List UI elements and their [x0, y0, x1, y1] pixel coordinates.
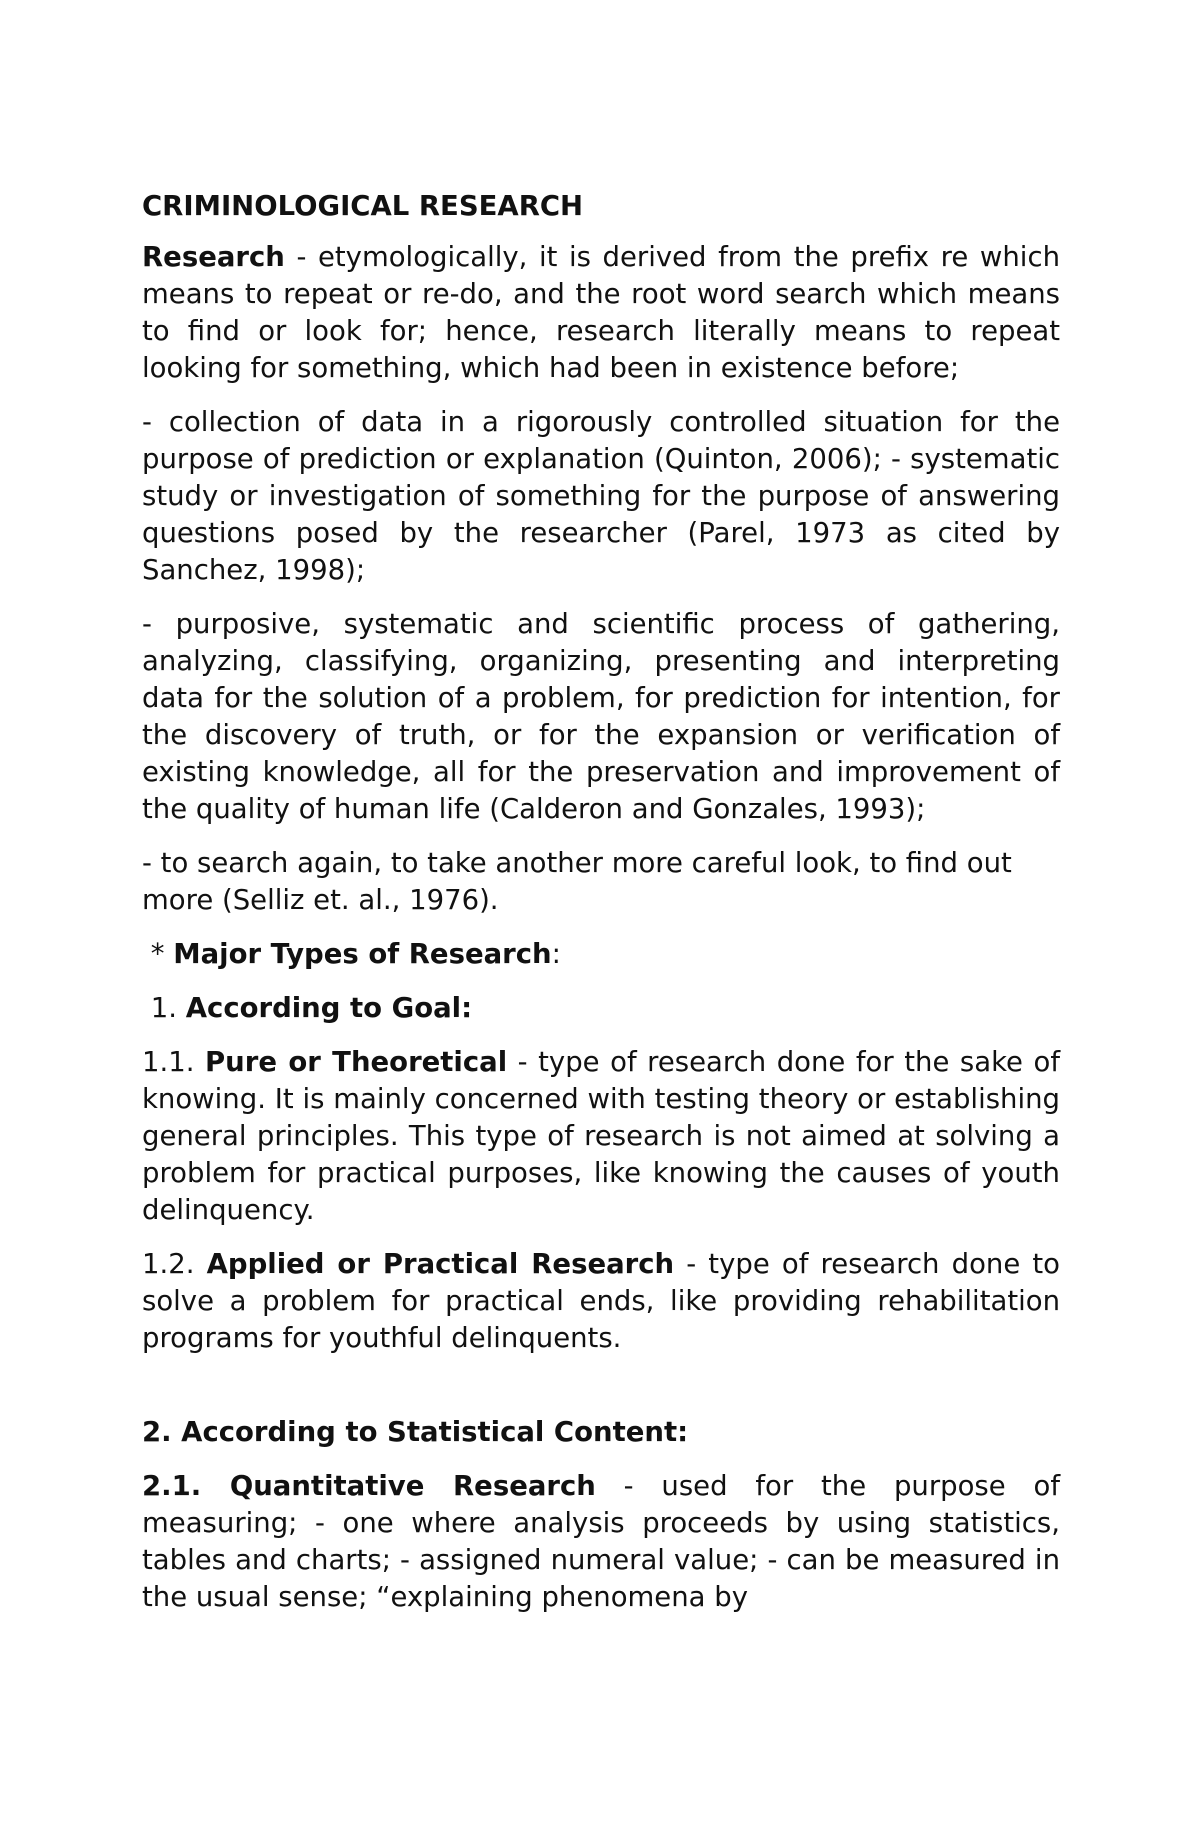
applied-term: Applied or Practical Research: [206, 1248, 675, 1280]
pure-number: 1.1.: [142, 1046, 206, 1078]
section-spacer: [142, 1374, 1060, 1414]
definition-paragraph-3: - to search again, to take another more careful look, to find out more (Selliz et. al., 1976).: [142, 847, 1012, 916]
research-definition-text: - etymologically, it is derived from the prefix re which means to repeat or re-do, and the root word search which means to find or look for; hence, research literally means to repeat looking for something, which had been in existence before;: [142, 241, 1060, 384]
major-types-suffix: :: [551, 938, 561, 970]
pure-term: Pure or Theoretical: [205, 1046, 508, 1078]
major-types-prefix: *: [142, 938, 174, 970]
definition-paragraph-1: - collection of data in a rigorously controlled situation for the purpose of prediction or explanation (Quinton, 2006); - systematic study or investigation of something for the purpose of answering questions posed by the researcher (Parel, 1973 as cited by Sanchez, 1998);: [142, 406, 1060, 586]
quantitative-research-paragraph: [142, 1468, 1060, 1616]
pure-research-paragraph: [142, 1044, 1060, 1229]
applied-research-paragraph: [142, 1246, 1060, 1357]
quantitative-term: Quantitative Research: [229, 1470, 596, 1502]
statistical-heading: 2. According to Statistical Content:: [142, 1416, 689, 1448]
applied-text: - type of research done to solve a problem for practical ends, like providing rehabilitation programs for youthful delinquents.: [142, 1248, 1060, 1354]
definition-paragraph-2: - purposive, systematic and scientific process of gathering, analyzing, classifying, organizing, presenting and interpreting data for the solution of a problem, for prediction for intention, for the discovery of truth, or for the expansion or verification of existing knowledge, all for the preservation and improvement of the quality of human life (Calderon and Gonzales, 1993);: [142, 608, 1060, 825]
document-page: [142, 188, 1060, 1633]
goal-number: 1.: [142, 992, 186, 1024]
quantitative-number: 2.1.: [142, 1470, 230, 1502]
research-definition: [142, 239, 1060, 387]
goal-heading-text: According to Goal:: [185, 992, 473, 1024]
research-term: Research: [142, 241, 285, 273]
pure-text: - type of research done for the sake of knowing. It is mainly concerned with testing theory or establishing general principles. This type of research is not aimed at solving a problem for practical purposes, like knowing the causes of youth delinquency.: [142, 1046, 1060, 1226]
major-types-label: Major Types of Research: [173, 938, 552, 970]
goal-heading: [142, 990, 1060, 1027]
document-title: CRIMINOLOGICAL RESEARCH: [142, 190, 584, 222]
applied-number: 1.2.: [142, 1248, 207, 1280]
major-types-heading: [142, 936, 1060, 973]
quantitative-text: - used for the purpose of measuring; - one where analysis proceeds by using statistics, tables and charts; - assigned numeral value; - can be measured in the usual sense; “explaining phenomena by: [142, 1470, 1060, 1613]
